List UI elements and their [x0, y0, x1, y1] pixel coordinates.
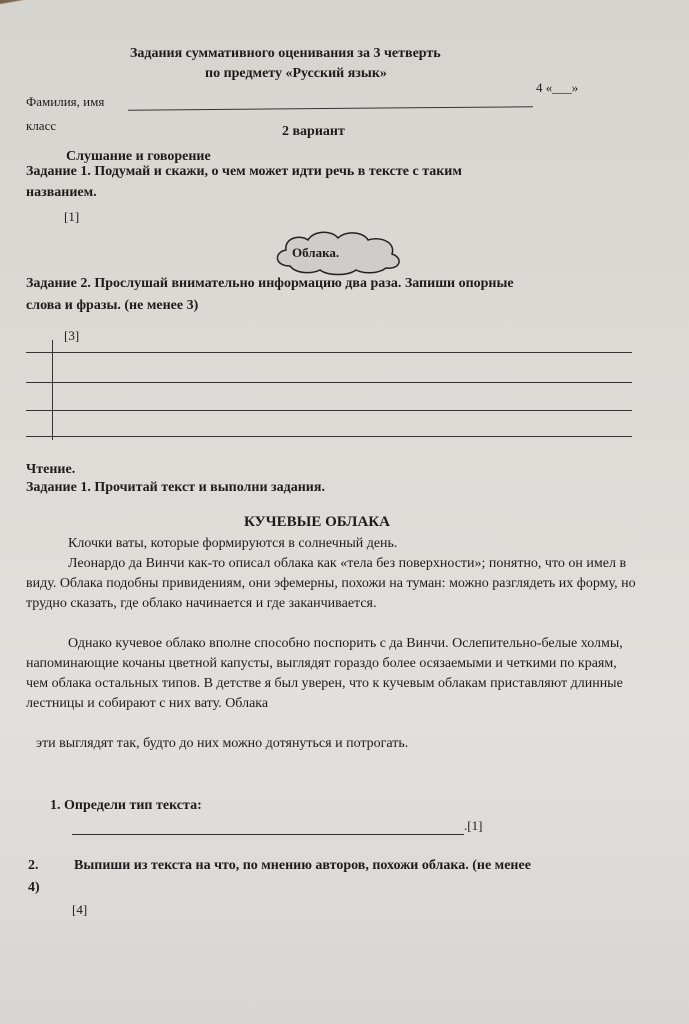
- answer-line[interactable]: [26, 382, 632, 383]
- listening-task2-line2: слова и фразы. (не менее 3): [26, 298, 199, 313]
- cloud-label: Облака.: [292, 245, 340, 260]
- title-line2: по предмету «Русский язык»: [205, 66, 387, 81]
- reading-task1: Задание 1. Прочитай текст и выполни задания.: [26, 480, 325, 495]
- listening-task1-score: [1]: [64, 209, 80, 224]
- question-1-score: .[1]: [464, 818, 483, 833]
- text-paragraph-3: Однако кучевое облако вполне способно поспорить с да Винчи. Ослепительно-белые холмы, напоминающие кочаны цветной капусты, выглядят гораздо более осязаемыми и четкими по краям, чем облака остальных типов. В детстве я был уверен, что к кучевым облакам приставляют длинные лестницы и собирают с них вату. Облака: [26, 636, 623, 711]
- variant-label: 2 вариант: [282, 124, 345, 139]
- answer-line[interactable]: [26, 436, 632, 437]
- text-title: КУЧЕВЫЕ ОБЛАКА: [244, 514, 391, 530]
- name-label: Фамилия, имя: [26, 94, 105, 109]
- text-paragraph-2: Леонардо да Винчи как-то описал облака как «тела без поверхности»; понятно, что он имел в виду. Облака подобны привидениям, они эфемерны, похожи на туман: можно разглядеть их форму, но трудно сказать, где облако начинается и где заканчивается.: [26, 556, 636, 611]
- class-label: класс: [26, 118, 57, 133]
- question-1-answer-line[interactable]: [72, 834, 464, 835]
- table-corner: [0, 0, 689, 40]
- reading-section-title: Чтение.: [26, 462, 76, 477]
- question-1: 1. Определи тип текста:: [50, 798, 202, 813]
- question-2-line2: 4): [28, 880, 40, 895]
- name-field-line[interactable]: [128, 106, 533, 111]
- question-2-line1: Выпиши из текста на что, по мнению авторов, похожи облака. (не менее: [74, 858, 531, 873]
- answer-line[interactable]: [26, 410, 632, 411]
- answer-line[interactable]: [26, 352, 632, 353]
- margin-line: [52, 340, 53, 440]
- listening-task1-line1: Задание 1. Подумай и скажи, о чем может идти речь в тексте с таким: [26, 164, 462, 179]
- date-label: 4 «___»: [536, 80, 579, 95]
- listening-task2-line1: Задание 2. Прослушай внимательно информацию два раза. Запиши опорные: [26, 276, 514, 291]
- title-line1: Задания суммативного оценивания за 3 четверть: [130, 46, 441, 61]
- text-paragraph-4: эти выглядят так, будто до них можно дотянуться и потрогать.: [36, 736, 409, 751]
- listening-task2-score: [3]: [64, 328, 80, 343]
- listening-section-title: Слушание и говорение: [66, 149, 211, 164]
- question-2-score: [4]: [72, 902, 88, 917]
- listening-task1-line2: названием.: [26, 185, 97, 200]
- question-2-number: 2.: [28, 858, 39, 873]
- text-paragraph-1: Клочки ваты, которые формируются в солнечный день.: [68, 536, 398, 551]
